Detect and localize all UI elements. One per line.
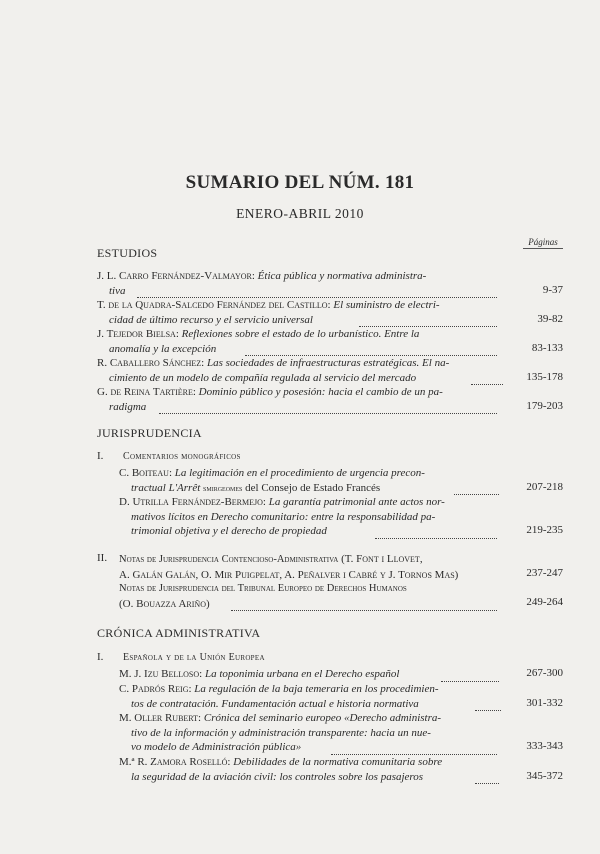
entry-pages: 345-372: [526, 770, 563, 782]
dot-leader: [331, 744, 497, 755]
subsection-number: II.: [97, 552, 108, 564]
toc-entry: [97, 327, 505, 356]
dot-leader: [159, 403, 497, 414]
dot-leader: [471, 374, 503, 385]
entry-title: Las sociedades de infraestructuras estratégicas. El na-: [206, 357, 450, 369]
entry-pages: 179-203: [526, 400, 563, 412]
dot-leader: [375, 528, 497, 539]
entry-pages: 219-235: [526, 524, 563, 536]
section-heading-jurisprudencia: JURISPRUDENCIA: [97, 426, 202, 440]
entry-pages: 301-332: [526, 697, 563, 709]
entry-author: J. L. Carro Fernández-Valmayor:: [97, 270, 255, 282]
entry-pages: 333-343: [526, 740, 563, 752]
toc-entry: [119, 552, 505, 582]
entry-author: T. de la Quadra-Salcedo Fernández del Castillo:: [97, 299, 331, 311]
entry-title: El suministro de electri-: [333, 299, 440, 311]
entry-title-cont: trimonial objetiva y el derecho de propiedad: [131, 525, 327, 537]
dot-leader: [231, 600, 497, 611]
toc-entry: [97, 298, 505, 327]
entry-pages: 237-247: [526, 567, 563, 579]
entry-author: D. Utrilla Fernández-Bermejo:: [119, 496, 266, 508]
entry-title-cont: vo modelo de Administración pública»: [131, 741, 302, 753]
entry-title: Ética pública y normativa administra-: [257, 270, 427, 282]
entry-author: R. Caballero Sánchez:: [97, 357, 205, 369]
dot-leader: [441, 671, 499, 682]
entry-author: M. Oller Rubert:: [119, 712, 202, 724]
page-title: SUMARIO DEL NÚM. 181: [185, 172, 415, 193]
entry-pages: 83-133: [531, 342, 563, 354]
entry-title: La legitimación en el procedimiento de urgencia precon-: [174, 467, 425, 479]
dot-leader: [245, 345, 497, 356]
entry-author: (O. Bouazza Ariño): [119, 597, 210, 610]
dot-leader: [137, 287, 497, 298]
entry-author: J. Tejedor Bielsa:: [97, 328, 179, 340]
entry-title: Notas de Jurisprudencia Contencioso-Administrativa: [119, 554, 339, 565]
toc-entry: [119, 755, 505, 784]
entry-title-cont: anomalía y la excepción: [109, 342, 217, 355]
entry-title: Reflexiones sobre el estado de lo urbanístico. Entre la: [181, 328, 420, 340]
entry-pages: 207-218: [526, 481, 563, 493]
entry-title-cont: cidad de último recurso y el servicio universal: [109, 313, 313, 326]
entry-title-cont: tractual L'Arrêt: [131, 481, 201, 494]
toc-entry: [119, 581, 505, 611]
toc-entry: [119, 711, 505, 755]
entry-title-cont: tivo de la información y administración transparente: hacia un nue-: [131, 726, 431, 739]
entry-author-cont: A. Galán Galán, O. Mir Puigpelat, A. Peñalver i Cabré y J. Tornos Mas): [119, 568, 459, 581]
toc-entry: [97, 385, 505, 414]
entry-author: G. de Reina Tartière:: [97, 386, 196, 398]
entry-title: Debilidades de la normativa comunitaria sobre: [233, 756, 443, 768]
pages-column-label: Páginas: [523, 237, 563, 249]
entry-title-cont: la seguridad de la aviación civil: los controles sobre los pasajeros: [131, 770, 424, 783]
entry-pages: 39-82: [537, 313, 563, 325]
subsection-heading: Comentarios monográficos: [123, 451, 241, 462]
entry-title-rest: del Consejo de Estado Francés: [245, 481, 381, 494]
toc-entry: [97, 356, 505, 385]
entry-author: M. J. Izu Belloso:: [119, 668, 203, 680]
entry-pages: 267-300: [526, 667, 563, 679]
entry-author: (T. Font i Llovet,: [341, 553, 423, 565]
dot-leader: [475, 773, 499, 784]
issue-date: ENERO-ABRIL 2010: [236, 206, 364, 221]
entry-title: La garantía patrimonial ante actos nor-: [268, 496, 445, 508]
entry-title-cont: mativos lícitos en Derecho comunitario: entre la responsabilidad pa-: [131, 510, 436, 523]
entry-title-cont: tos de contratación. Fundamentación actual e historia normativa: [131, 697, 419, 710]
entry-title: La regulación de la baja temeraria en los procedimien-: [194, 683, 439, 695]
entry-pages: 9-37: [542, 284, 563, 296]
section-heading-estudios: ESTUDIOS: [97, 246, 158, 260]
toc-entry: [119, 495, 505, 539]
dot-leader: [475, 700, 501, 711]
entry-title-cont: radigma: [109, 400, 147, 413]
entry-title-cont: cimiento de un modelo de compañía regulada al servicio del mercado: [109, 371, 417, 384]
entry-pages: 135-178: [526, 371, 563, 383]
toc-entry: [119, 682, 505, 711]
toc-entry: [97, 269, 505, 298]
subsection-number: I.: [97, 450, 104, 462]
entry-title: Notas de Jurisprudencia del Tribunal Europeo de Derechos Humanos: [119, 583, 407, 594]
subsection-number: I.: [97, 651, 104, 663]
dot-leader: [359, 316, 497, 327]
entry-author: C. Boiteau:: [119, 467, 172, 479]
dot-leader: [454, 484, 499, 495]
entry-title: La toponimia urbana en el Derecho español: [204, 668, 400, 680]
entry-author: C. Padrós Reig:: [119, 683, 192, 695]
entry-title: Crónica del seminario europeo «Derecho administra-: [203, 712, 442, 724]
section-heading-cronica: CRÓNICA ADMINISTRATIVA: [97, 626, 261, 640]
entry-title-smallcaps: smirgeomes: [203, 482, 243, 493]
subsection-heading: Española y de la Unión Europea: [123, 652, 265, 663]
entry-title-cont: tiva: [109, 284, 126, 297]
entry-pages: 249-264: [526, 596, 563, 608]
toc-entry: [119, 466, 505, 495]
entry-title: Dominio público y posesión: hacia el cambio de un pa-: [198, 386, 443, 398]
entry-author: M.ª R. Zamora Roselló:: [119, 756, 231, 768]
toc-entry: [119, 667, 505, 682]
